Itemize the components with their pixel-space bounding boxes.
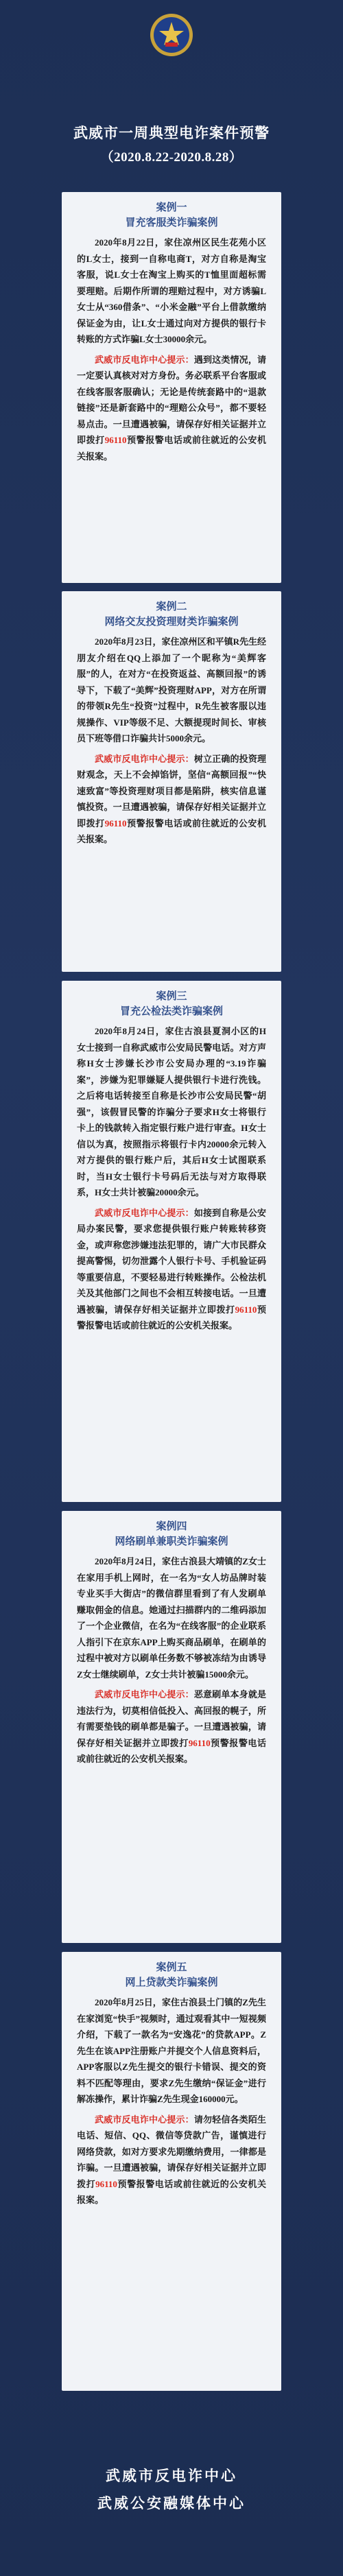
case-heading (77, 1960, 266, 1990)
tip-label: 武威市反电诈中心提示： (95, 753, 194, 764)
tip-text: 如接到自称是公安局办案民警，要求您提供银行账户转账转移资金，或声称您涉嫌违法犯罪的，请广大市民群众提高警惕，切勿泄露个人银行卡号、手机验证码等重要信息，不要轻易进行转账操作。公检法机关及其他部门之间也不会相互转接电话。一旦遭遇被骗，请保存好相关证据并立即拨打 (77, 1207, 266, 1315)
police-emblem-icon (149, 12, 194, 58)
case-name: 网络交友投资理财类诈骗案例 (104, 617, 239, 628)
case-number: 案例四 (156, 1521, 187, 1532)
case-heading (77, 989, 266, 1019)
footer-org-2: 武威公安融媒体中心 (97, 2495, 246, 2512)
case-tip (77, 2112, 266, 2208)
tip-text-end: 预警报警电话或前往就近的公安机关报案。 (77, 1737, 266, 1764)
header (0, 0, 343, 199)
tip-text-end: 预警报警电话或前往就近的公安机关报案。 (77, 818, 266, 844)
tip-label: 武威市反电诈中心提示： (95, 354, 194, 365)
case-name: 冒充客服类诈骗案例 (125, 217, 218, 228)
case-name: 网上贷款类诈骗案例 (125, 1977, 218, 1988)
hotline-number[interactable]: 96110 (104, 818, 127, 828)
page-title: 武威市一周典型电诈案件预警 (73, 125, 270, 141)
case-card-5 (62, 1952, 281, 2391)
date-range: （2020.8.22-2020.8.28） (100, 150, 243, 165)
case-tip (77, 751, 266, 848)
hotline-number[interactable]: 96110 (188, 1737, 211, 1748)
hotline-number[interactable]: 96110 (235, 1304, 257, 1315)
case-number: 案例三 (156, 991, 187, 1002)
case-story: 2020年8月25日，家住古浪县土门镇的Z先生在家浏览“快手”视频时，通过观看其中一短视频介绍，下载了一款名为“安逸花”的贷款APP。Z先生在该APP注册账户并提交个人信息资料后，APP客服以Z先生提交的银行卡错误、提交的资料不匹配等理由，要求Z先生缴纳“保证金”进行解冻操作，累计诈骗Z先生现金160000元。 (77, 1997, 266, 2104)
hotline-number[interactable]: 96110 (104, 435, 127, 445)
tip-text-end: 预警报警电话或前往就近的公安机关报案。 (77, 2178, 266, 2205)
case-tip (77, 1205, 266, 1334)
case-name: 冒充公检法类诈骗案例 (119, 1006, 223, 1017)
case-card-1 (62, 192, 281, 583)
case-tip (77, 1686, 266, 1767)
case-story: 2020年8月24日，家住古浪县夏洞小区的H女士接到一自称武威市公安局民警电话。对方声称H女士涉嫌长沙市公安局办理的“3.19诈骗案”，涉嫌为犯罪嫌疑人提供银行卡进行洗钱。之后将电话转接至自称是长沙市公安局民警“胡强”，该假冒民警的诈骗分子要求H女士将银行卡上的钱款转入指定银行账户进行审查。H女士信以为真，按照指示将银行卡内20000余元转入对方提供的银行账户后，其后H女士试图联系时，当H女士银行卡号码后无法与对方取得联系，H女士共计被骗20000余元。 (77, 1026, 266, 1197)
case-name: 网络刷单兼职类诈骗案例 (115, 1536, 228, 1547)
case-story: 2020年8月22日，家住凉州区民生花苑小区的L女士，接到一自称电商T，对方自称是淘宝客服，说L女士在淘宝上购买的T恤里面超标需要理赔。后期作所谓的理赔过程中，对方诱骗L女士从“360借条”、“小米金融”平台上借款缴纳保证金为由，让L女士通过向对方提供的银行卡转账的方式诈骗L女士30000余元。 (77, 237, 266, 344)
tip-label: 武威市反电诈中心提示： (95, 2114, 194, 2125)
case-card-3 (62, 981, 281, 1502)
case-tip (77, 352, 266, 465)
footer (0, 2462, 343, 2517)
case-heading (77, 599, 266, 630)
tip-text: 请勿轻信各类陌生电话、短信、QQ、微信等贷款广告，谨慎进行网络贷款，如对方要求先期缴纳费用，一律都是诈骗。一旦遭遇被骗，请保存好相关证据并立即拨打 (77, 2114, 266, 2189)
case-story: 2020年8月24日，家住古浪县大靖镇的Z女士在家用手机上网时，在一名为“女人坊品牌时装专业买手大街店”的微信群里看到了有人发刷单赚取佣金的信息。她通过扫描群内的二维码添加了一个企业微信，在名为“在线客服”的企业联系人指引下在京东APP上购买商品刷单，在刷单的过程中被对方以刷单任务数不够被冻结为由诱导Z女士继续刷单，Z女士共计被骗15000余元。 (77, 1556, 266, 1680)
tip-label: 武威市反电诈中心提示： (95, 1689, 194, 1700)
tip-text: 树立正确的投资理财观念，天上不会掉馅饼，坚信“高额回报”“快速致富”等投资理财项目都是陷阱，核实信息谨慎投资。一旦遭遇被骗，请保存好相关证据并立即拨打 (77, 753, 266, 828)
case-number: 案例一 (156, 202, 187, 213)
case-story: 2020年8月23日，家住凉州区和平镇R先生经朋友介绍在QQ上添加了一个昵称为“美辉客服”的人，在对方“在投资返益、高额回报”的诱导下，下载了“美辉”投资理财APP，对方在所谓的带领R先生“投资”过程中，R先生被客服以违规操作、VIP等级不足、大额提现时间长、审核员下班等借口诈骗共计5000余元。 (77, 636, 266, 743)
case-number: 案例五 (156, 1962, 187, 1973)
tip-text: 遇到这类情况，请一定要认真核对对方身份。务必联系平台客服或在线客服客服确认；无论是传统套路中的“退款链接”还是新套路中的“理赔公众号”，都不要轻易点击。一旦遭遇被骗，请保存好相关证据并立即拨打 (77, 354, 266, 445)
case-heading (77, 200, 266, 230)
case-card-2 (62, 591, 281, 972)
hotline-number[interactable]: 96110 (95, 2178, 117, 2189)
tip-text: 恶意刷单本身就是违法行为，切莫相信低投入、高回报的幌子，所有需要垫钱的刷单都是骗子。一旦遭遇被骗，请保存好相关证据并立即拨打 (77, 1689, 266, 1748)
tip-text-end: 预警报警电话或前往就近的公安机关报案。 (77, 435, 266, 462)
case-number: 案例二 (156, 601, 187, 612)
footer-org-1: 武威市反电诈中心 (106, 2468, 237, 2484)
tip-text-end: 预警报警电话或前往就近的公安机关报案。 (77, 1304, 266, 1331)
tip-label: 武威市反电诈中心提示： (95, 1207, 194, 1218)
case-card-4 (62, 1511, 281, 1943)
case-heading (77, 1519, 266, 1549)
